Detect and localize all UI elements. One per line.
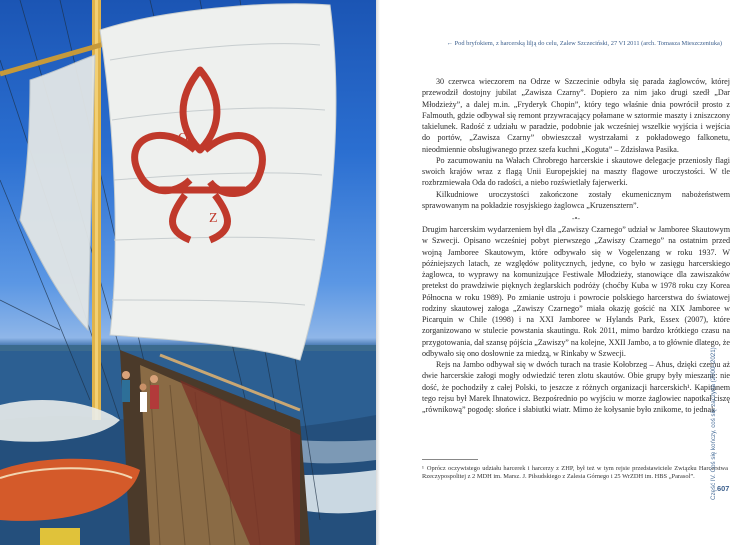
text-page <box>380 0 750 545</box>
svg-text:O: O <box>178 131 189 146</box>
footnote-mark: ¹ <box>422 465 424 472</box>
section-separator: -•- <box>571 214 581 223</box>
photo-caption: ← Pod bryfokiem, z harcerską lilją do celu, Zalew Szczeciński, 27 VI 2011 (arch. Tomasza Mieszczeniuka) <box>446 40 722 47</box>
paragraph-mass: Kilkudniowe uroczystości zakończone zostały ekumenicznym nabożeństwem sprawowanym na pokładzie rosyjskiego żaglowca „Kruzensztern”. <box>422 189 730 210</box>
running-head-text: Część IV. Coś się kończy, coś się zaczyna (2000–2021) <box>710 347 717 500</box>
main-text <box>422 76 730 415</box>
footnote-text: Oprócz oczywistego udziału harcerek i harcerzy z ZHP, był też w tym rejsie przedstawiciele Związku Harcerstwa Rzeczypospolitej z 2 MDH im. Marsz. J. Piłsudskiego z Zalesia Górnego i 25 WrZDH im. HBS „Parasol”. <box>422 465 728 481</box>
paragraph-parade: 30 czerwca wieczorem na Odrze w Szczecinie odbyła się parada żaglowców, której przewodził dostojny jubilat „Zawisza Czarny”. Dopiero za nim jako drugi szedł „Dar Młodzieży”, a dalej m.in. „Fryderyk Chopin”, który tego właśnie dnia powrócił prosto z Falmouth, gdzie odbywał się remont przywracający połamane w sztormie maszty i zniszczony takielunek. Radość z udziału w paradzie, podobnie jak wcześniej wszelkie wyjścia i wejścia do portów, „Zawisza Czarny” obwieszczał wystrzałami z pokładowego falkonetu, nieodmiennie obsługiwanego przez szefa kuchni „Koguta” – Zdzisława Pasika. <box>422 77 730 154</box>
footnote <box>422 465 728 482</box>
paragraph-flags: Po zacumowaniu na Wałach Chrobrego harcerskie i skautowe delegacje przeniosły flagi swoich krajów wraz z flagą Unii Europejskiej na maszty flagowe uroczystości. W tle rozbrzmiewała Oda do radości, a niebo rozświetlały fajerwerki. <box>422 155 730 188</box>
svg-text:Z: Z <box>209 211 218 226</box>
paragraph-voyage: Rejs na Jambo odbywał się w dwóch turach na trasie Kołobrzeg – Ahus, dzięki czemu aż dwie harcerskie załogi mogły odwiedzić teren zlotu skautów. Obie grupy były mieszane: nie dość, że pochodziły z całej Polski, to jeszcze z różnych organizacji harcerskich¹. Kapitanem tego rejsu był Marek Ihnatowicz. Bezpośrednio po wyjściu w morze żaglowiec napotkał ciszę „równikową” pogodę: słońce i słabiutki wiatr. Mimo że kołysanie było znikome, to jednak <box>422 360 730 414</box>
page-number: 607 <box>717 484 730 493</box>
footnote-rule <box>422 459 478 460</box>
running-head <box>710 300 724 500</box>
paragraph-jamboree: Drugim harcerskim wydarzeniem był dla „Zawiszy Czarnego” udział w Jamboree Skautowym w Szwecji. Opisano wcześniej pobyt pierwszego „Zawiszy Czarnego” na ostatnim przed wojną Jamboree Skautowym, które odbywało się w Vogelenzang w roku 1937. W późniejszych latach, ze względów politycznych, jedyne, co było w zasięgu harcerskiego żaglowca, to wyprawy na komunizujące Festiwale Młodzieży, stanowiące dla zawiszaków pretekst do prawdziwie pięknych żeglarskich podróży (choćby Kuba w 1978 roku czy Korea Północna w roku 1989). Po zmianie ustroju i powrocie polskiego harcerstwa do światowej rodziny skautowej załoga „Zawiszy Czarnego” miała okazję gościć na XIX Jamboree w Picarquin w Chile (1998) i na XXI Jamboree w Hylands Park, Essex (2007), które zorganizowano w stulecie powstania skautingu. Rok 2011, mimo bardzo krótkiego czasu na przygotowania, dał szansę pójścia „Zawiszy” na kolejne, XXII Jambo, a to głównie dlatego, że odbywało się ono dosłownie za miedzą, w Rinkaby w Szwecji. <box>422 225 730 358</box>
